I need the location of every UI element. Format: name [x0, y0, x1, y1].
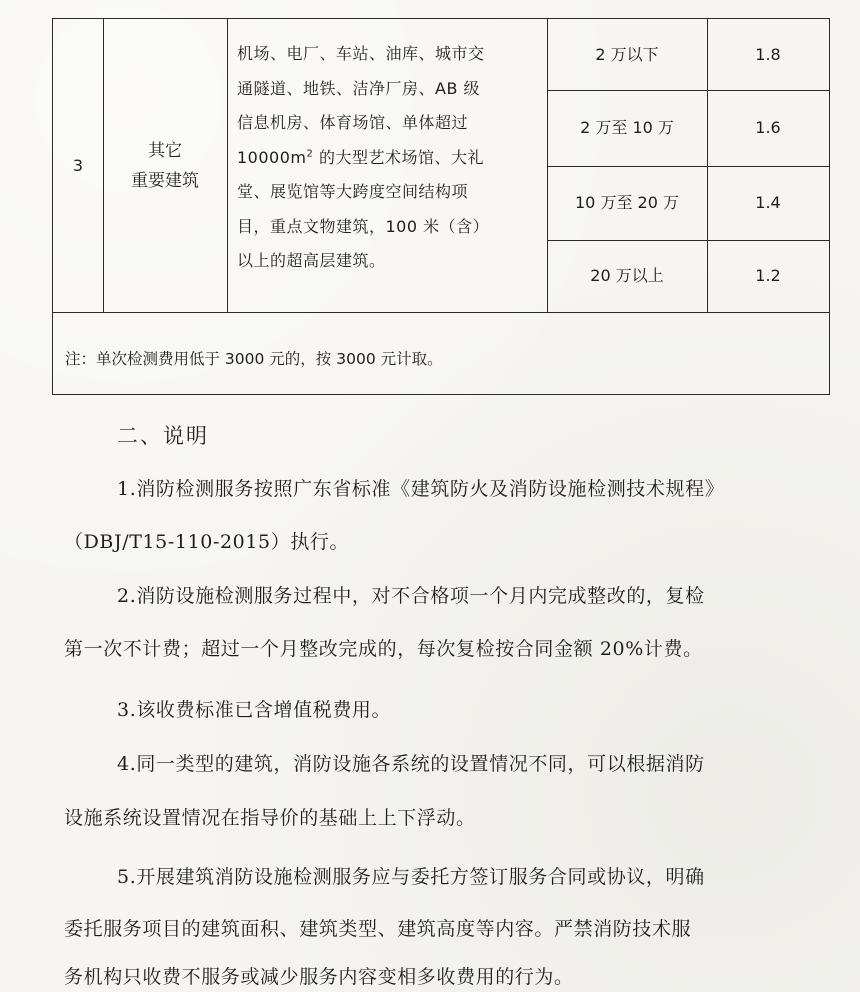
scope-line: 目，重点文物建筑，100 米（含）	[237, 216, 490, 236]
tier-coefficient: 1.6	[755, 118, 781, 137]
scope-line: 堂、展览馆等大跨度空间结构项	[237, 182, 469, 201]
paragraph-line: 1.消防检测服务按照广东省标准《建筑防火及消防设施检测技术规程》	[117, 478, 725, 500]
scope-line: 通隧道、地铁、洁净厂房、AB 级	[237, 78, 481, 98]
paragraph-line: 第一次不计费；超过一个月整改完成的，每次复检按合同金额 20%计费。	[64, 638, 703, 660]
scope-line: 机场、电厂、车站、油库、城市交	[237, 44, 485, 63]
section-title: 二、说明	[117, 424, 209, 448]
tier-coefficient: 1.4	[755, 193, 781, 212]
paragraph-line: 4.同一类型的建筑，消防设施各系统的设置情况不同，可以根据消防	[117, 753, 705, 775]
paragraph-line: （DBJ/T15-110-2015）执行。	[64, 531, 350, 553]
tier-area: 2 万至 10 万	[580, 118, 674, 137]
superscript: 2	[306, 148, 314, 160]
table-divider	[227, 19, 228, 312]
category-line-1: 其它	[148, 140, 182, 161]
table-note: 注：单次检测费用低于 3000 元的，按 3000 元计取。	[65, 350, 443, 368]
paragraph-line: 务机构只收费不服务或减少服务内容变相多收费用的行为。	[64, 966, 574, 988]
fee-table	[52, 18, 830, 395]
scope-line	[237, 141, 539, 176]
paragraph-line: 3.该收费标准已含增值税费用。	[117, 699, 392, 721]
scope-line: 以上的超高层建筑。	[237, 251, 386, 270]
paragraph-line: 委托服务项目的建筑面积、建筑类型、建筑高度等内容。严禁消防技术服	[64, 918, 692, 940]
category-line-2: 重要建筑	[131, 170, 199, 191]
scope-description	[237, 37, 539, 279]
row-number: 3	[72, 155, 84, 175]
tier-coefficient: 1.2	[755, 266, 781, 285]
table-divider	[53, 312, 829, 313]
scope-line-rest: 的大型艺术场馆、大礼	[313, 147, 484, 167]
tier-area: 20 万以上	[590, 266, 664, 285]
paragraph-line: 2.消防设施检测服务过程中，对不合格项一个月内完成整改的，复检	[117, 585, 705, 607]
tier-area: 10 万至 20 万	[575, 193, 679, 212]
tier-area: 2 万以下	[595, 44, 659, 64]
tier-coefficient: 1.8	[755, 44, 781, 64]
area-value: 10000m	[237, 147, 307, 167]
paragraph-line: 设施系统设置情况在指导价的基础上上下浮动。	[64, 807, 476, 829]
scope-line: 信息机房、体育场馆、单体超过	[237, 113, 469, 132]
paragraph-line: 5.开展建筑消防设施检测服务应与委托方签订服务合同或协议，明确	[117, 866, 705, 888]
building-category	[103, 19, 227, 312]
